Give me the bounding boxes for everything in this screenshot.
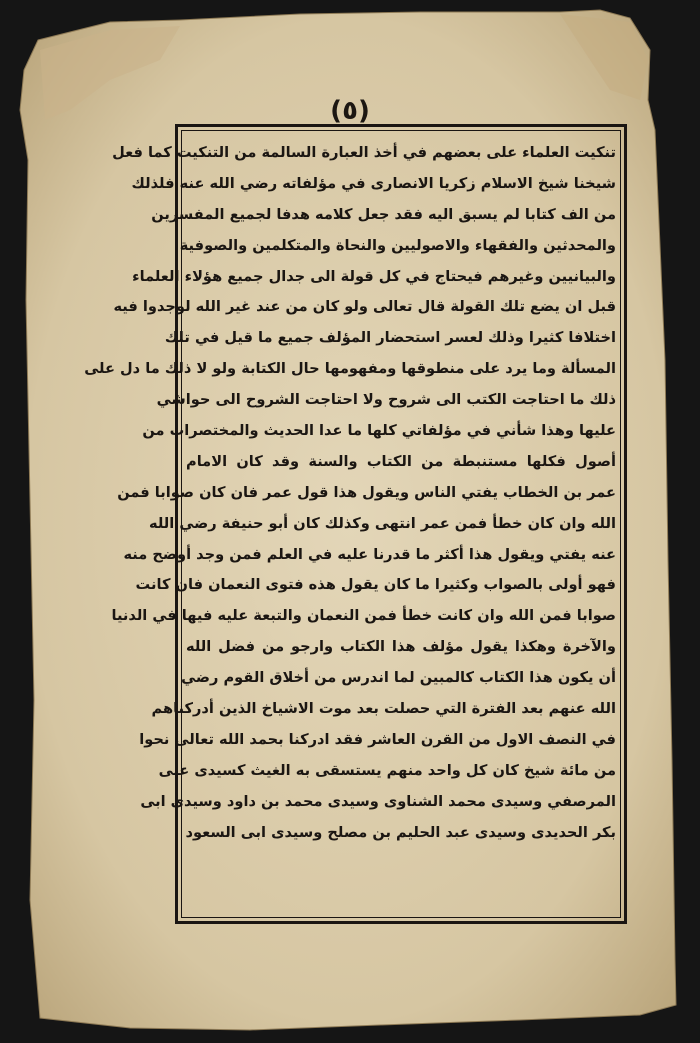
text-line: والمحدثين والفقهاء والاصوليين والنحاة والمتكلمين والصوفية xyxy=(179,236,616,254)
text-line: فهو أولى بالصواب وكثيرا ما كان يقول هذه فتوى النعمان فان كانت xyxy=(135,576,616,594)
text-line: المرصفي وسيدى محمد الشناوى وسيدى محمد بن داود وسيدى ابى xyxy=(140,792,616,810)
text-line: المسألة وما يرد على منطوقها ومفهومها حال الكتابة ولو لا ذلك ما دل على xyxy=(84,360,616,378)
text-line: شيخنا شيخ الاسلام زكريا الانصارى في مؤلفاته رضي الله عنه فلذلك xyxy=(131,174,616,192)
page-number: (٥) xyxy=(330,96,370,126)
text-line: أن يكون هذا الكتاب كالمبين لما اندرس من أخلاق القوم رضي xyxy=(181,669,616,687)
text-line: من مائة شيخ كان كل واحد منهم يستسقى به الغيث كسيدى على xyxy=(158,761,616,779)
text-line: صوابا فمن الله وان كانت خطأ فمن النعمان والتبعة عليه فيها في الدنيا xyxy=(111,607,616,625)
text-line: عمر بن الخطاب يفتي الناس ويقول هذا قول عمر فان كان صوابا فمن xyxy=(117,483,616,501)
text-line: عليها وهذا شأني في مؤلفاتي كلها ما عدا الحديث والمختصرات من xyxy=(142,422,616,440)
text-line: قبل ان يضع تلك القولة قال تعالى ولو كان من عند غير الله لوجدوا فيه xyxy=(113,298,616,316)
text-line: بكر الحديدى وسيدى عبد الحليم بن مصلح وسيدى ابى السعود xyxy=(185,823,616,841)
text-line: الله وان كان خطأ فمن عمر انتهى وكذلك كان أبو حنيفة رضي الله xyxy=(148,514,616,532)
text-line: والآخرة وهكذا يقول مؤلف هذا الكتاب وارجو من فضل الله xyxy=(186,638,616,656)
body-text xyxy=(84,138,616,912)
text-line: في النصف الاول من القرن العاشر فقد ادركنا بحمد الله تعالى نحوا xyxy=(139,730,616,748)
text-line: أصول فكلها مستنبطة من الكتاب والسنة وقد كان الامام xyxy=(186,452,616,470)
text-line: تنكيت العلماء على بعضهم في أخذ العبارة السالمة من التنكيت كما فعل xyxy=(112,144,616,161)
text-line: والبيانيين وغيرهم فيحتاج في كل قولة الى جدال جميع هؤلاء العلماء xyxy=(132,267,616,285)
text-line: عنه يفتي ويقول هذا أكثر ما قدرنا عليه في العلم فمن وجد أوضح منه xyxy=(123,545,616,563)
text-line: ذلك ما احتاجت الكتب الى شروح ولا احتاجت الشروح الى حواشي xyxy=(156,391,616,409)
text-line: من الف كتابا لم يسبق اليه فقد جعل كلامه هدفا لجميع المفسرين xyxy=(151,205,616,223)
text-line: اختلافا كثيرا وذلك لعسر استحضار المؤلف جميع ما قيل في تلك xyxy=(164,329,616,347)
text-line: الله عنهم بعد الفترة التي حصلت بعد موت الاشياخ الذين أدركناهم xyxy=(151,700,616,718)
